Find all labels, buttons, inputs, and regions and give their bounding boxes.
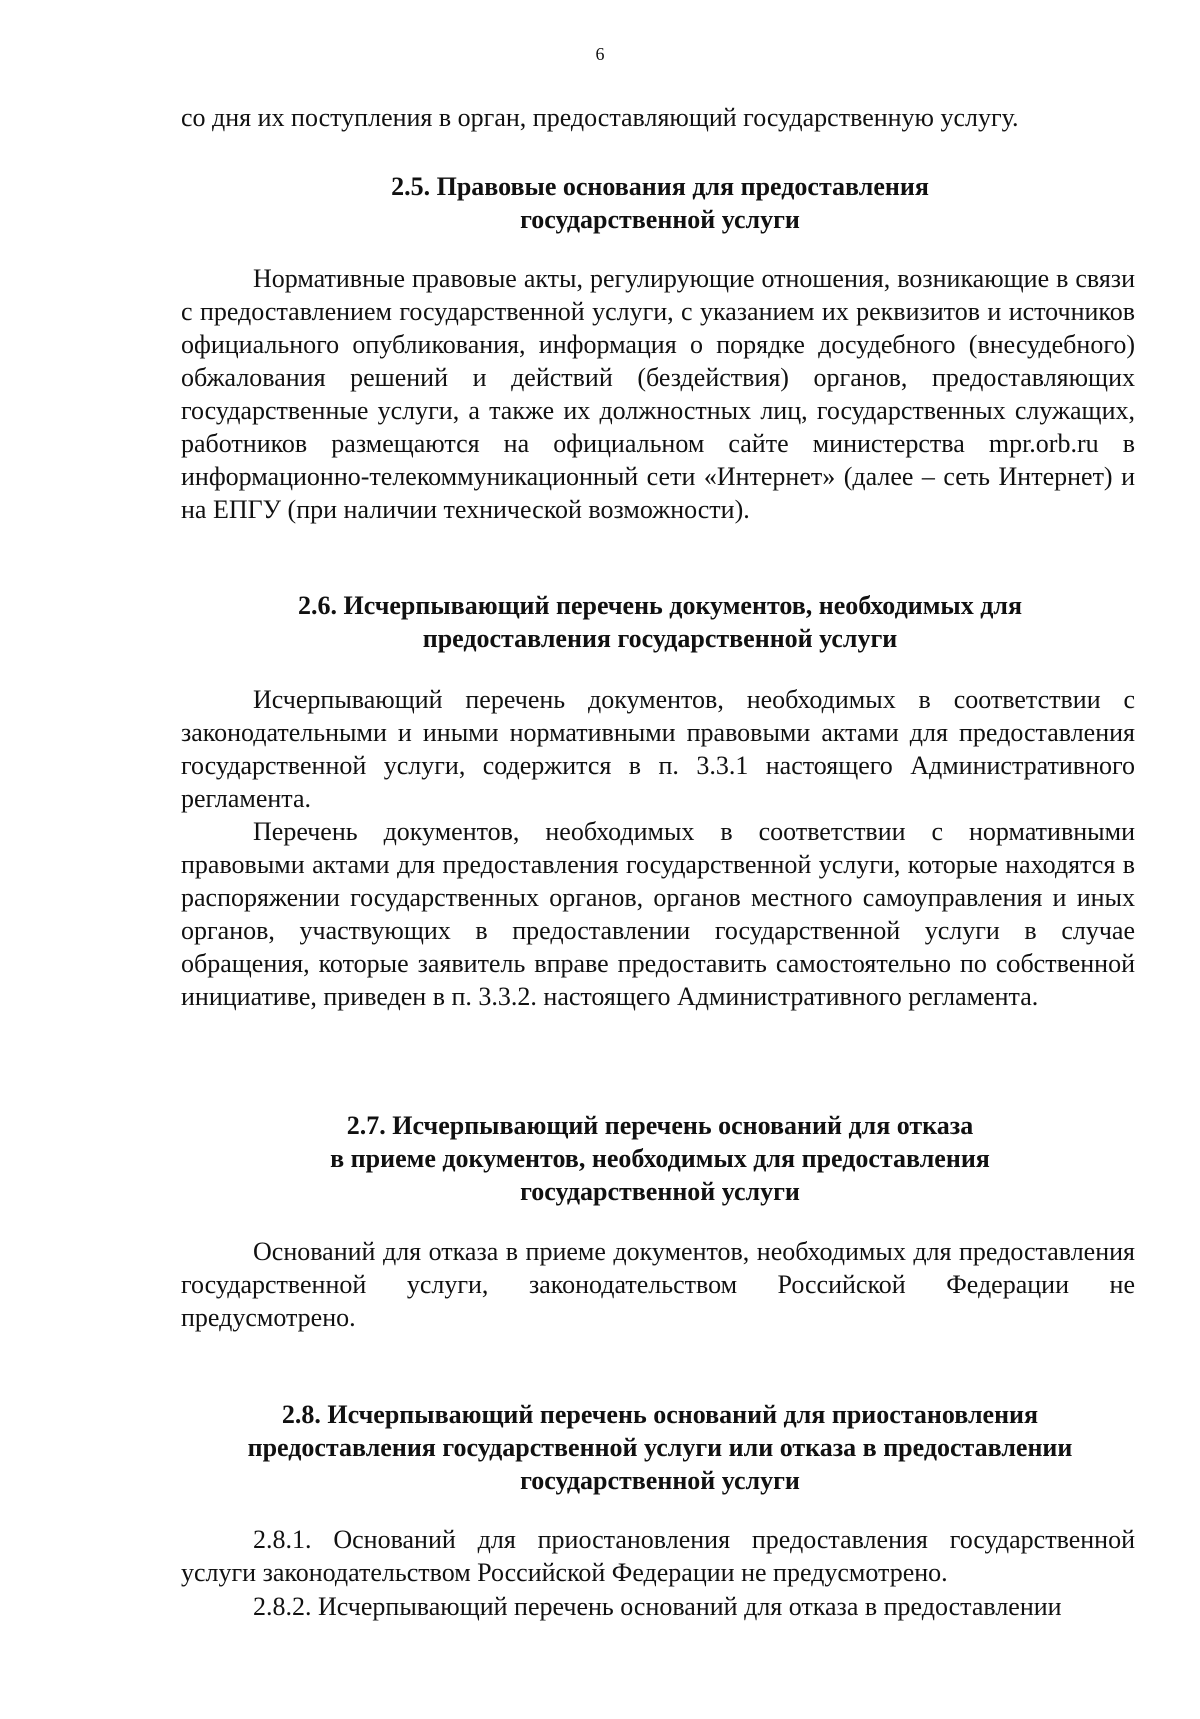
heading-line: государственной услуги: [520, 1466, 800, 1495]
heading-line: в приеме документов, необходимых для предоставления: [330, 1144, 990, 1173]
paragraph-2-7-1: Оснований для отказа в приеме документов, необходимых для предоставления государственной услуги, законодательством Российской Федерации не предусмотрено.: [181, 1237, 1135, 1332]
paragraph-2-8-1: 2.8.1. Оснований для приостановления предоставления государственной услуги законодательством Российской Федерации не предусмотрено.: [181, 1525, 1135, 1587]
section-heading-2-6: [150, 589, 1170, 655]
paragraph-2-5-1: Нормативные правовые акты, регулирующие отношения, возникающие в связи с предоставлением государственной услуги, с указанием их реквизитов и источников официального опубликования, информация о порядке досудебного (внесудебного) обжалования решений и действий (бездействия) органов, предоставляющих государственные услуги, а также их должностных лиц, государственных служащих, работников размещаются на официальном сайте министерства mpr.orb.ru в информационно-телекоммуникационный сети «Интернет» (далее – сеть Интернет) и на ЕПГУ (при наличии технической возможности).: [181, 264, 1135, 524]
section-heading-2-7: [150, 1109, 1170, 1208]
section-heading-2-5: [150, 170, 1170, 236]
heading-line: государственной услуги: [520, 205, 800, 234]
heading-line: предоставления государственной услуги или отказа в предоставлении: [247, 1433, 1073, 1462]
page-number: 6: [595, 44, 605, 64]
paragraph-2-6-2: Перечень документов, необходимых в соответствии с нормативными правовыми актами для предоставления государственной услуги, которые находятся в распоряжении государственных органов, органов местного самоуправления и иных органов, участвующих в предоставлении государственной услуги в случае обращения, которые заявитель вправе предоставить самостоятельно по собственной инициативе, приведен в п. 3.3.2. настоящего Административного регламента.: [181, 817, 1135, 1011]
paragraph-2-6-1: Исчерпывающий перечень документов, необходимых в соответствии с законодательными и иными нормативными правовыми актами для предоставления государственной услуги, содержится в п. 3.3.1 настоящего Административного регламента.: [181, 685, 1135, 813]
heading-line: 2.5. Правовые основания для предоставления: [391, 172, 929, 201]
paragraph-2-8-2: 2.8.2. Исчерпывающий перечень оснований для отказа в предоставлении: [253, 1592, 1062, 1621]
section-heading-2-8: [150, 1398, 1170, 1497]
heading-line: 2.6. Исчерпывающий перечень документов, необходимых для: [297, 591, 1023, 620]
heading-line: государственной услуги: [520, 1177, 800, 1206]
heading-line: 2.7. Исчерпывающий перечень оснований для отказа: [346, 1111, 974, 1140]
heading-line: 2.8. Исчерпывающий перечень оснований для приостановления: [281, 1400, 1039, 1429]
continuation-text: со дня их поступления в орган, предоставляющий государственную услугу.: [181, 103, 1019, 132]
heading-line: предоставления государственной услуги: [422, 624, 898, 653]
